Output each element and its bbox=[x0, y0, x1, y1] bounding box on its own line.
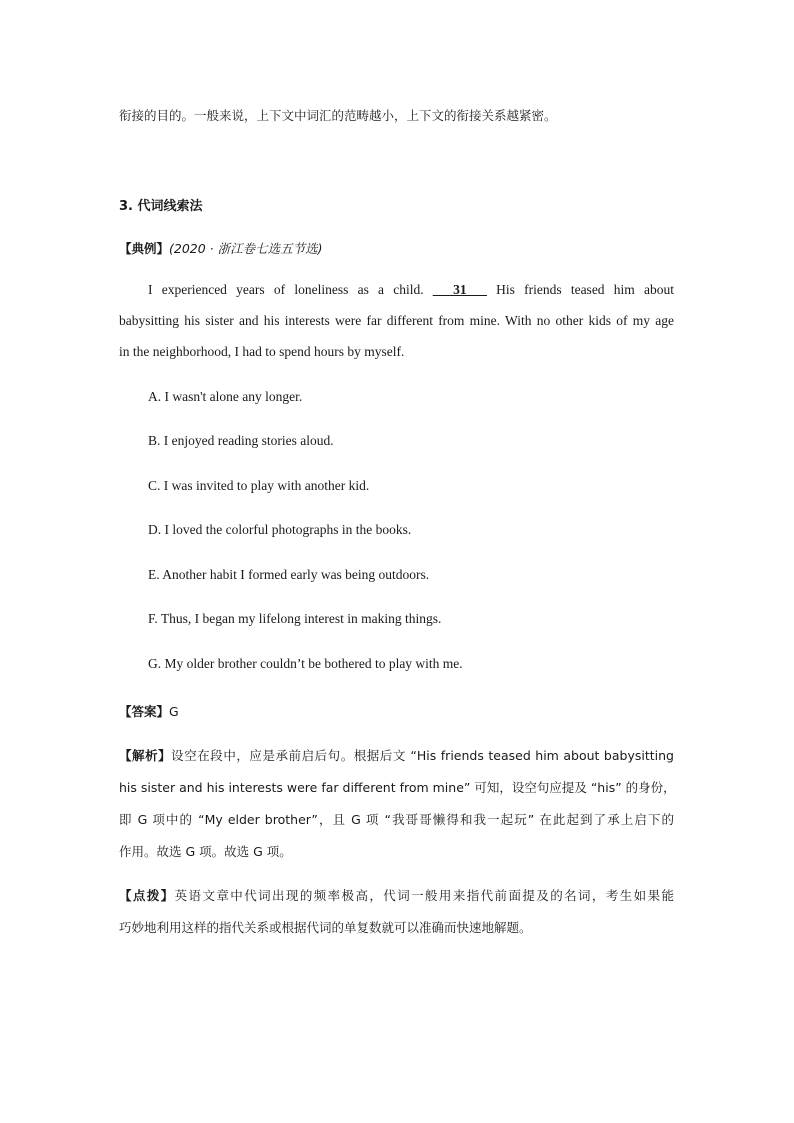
example-label bbox=[119, 239, 323, 257]
passage-line-3: in the neighborhood, I had to spend hours by myself. bbox=[119, 344, 405, 359]
tip-text-1: 英语文章中代词出现的频率极高，代词一般用来指代前面提及的名词，考生如果能 bbox=[174, 888, 674, 903]
passage-text-after-blank: His friends teased him about bbox=[496, 282, 675, 297]
analysis-line-2: his sister and his interests were far different from mine” 可知，设空句应提及 “his” 的身份， bbox=[119, 780, 676, 795]
analysis-tag: 【解析】 bbox=[119, 748, 172, 763]
answer-value: G bbox=[169, 704, 179, 719]
option-a: A. I wasn't alone any longer. bbox=[148, 389, 303, 404]
option-b: B. I enjoyed reading stories aloud. bbox=[148, 433, 334, 448]
option-d: D. I loved the colorful photographs in the books. bbox=[148, 522, 412, 537]
analysis-line-1 bbox=[119, 746, 674, 764]
option-c: C. I was invited to play with another kid. bbox=[148, 478, 370, 493]
previous-paragraph-end: 衔接的目的。一般来说，上下文中词汇的范畴越小，上下文的衔接关系越紧密。 bbox=[119, 108, 557, 123]
example-tag: 【典例】 bbox=[119, 241, 170, 256]
answer bbox=[119, 702, 179, 720]
analysis-line-4: 作用。故选 G 项。故选 G 项。 bbox=[119, 844, 292, 859]
option-f: F. Thus, I began my lifelong interest in making things. bbox=[148, 611, 442, 626]
passage-line-2: babysitting his sister and his interests were far different from mine. With no other kids of my age bbox=[119, 313, 674, 328]
section-heading: 3. 代词线索法 bbox=[119, 199, 203, 214]
option-e: E. Another habit I formed early was being outdoors. bbox=[148, 567, 430, 582]
analysis-text-1: 设空在段中，应是承前启后句。根据后文 “His friends teased him about babysitting bbox=[171, 748, 674, 763]
passage-line-1 bbox=[148, 282, 674, 298]
passage-blank: ___31___ bbox=[432, 282, 487, 297]
analysis-line-3: 即 G 项中的 “My elder brother”，且 G 项 “我哥哥懒得和我一起玩” 在此起到了承上启下的 bbox=[119, 812, 674, 827]
tip-line-2: 巧妙地利用这样的指代关系或根据代词的单复数就可以准确而快速地解题。 bbox=[119, 920, 532, 935]
tip-tag: 【点拨】 bbox=[119, 888, 175, 903]
tip-line-1 bbox=[119, 886, 674, 904]
passage-text-before-blank: I experienced years of loneliness as a child. bbox=[148, 282, 424, 297]
example-source: (2020 · 浙江卷七选五节选) bbox=[169, 241, 323, 256]
answer-tag: 【答案】 bbox=[119, 704, 170, 719]
option-g: G. My older brother couldn’t be bothered to play with me. bbox=[148, 656, 463, 671]
